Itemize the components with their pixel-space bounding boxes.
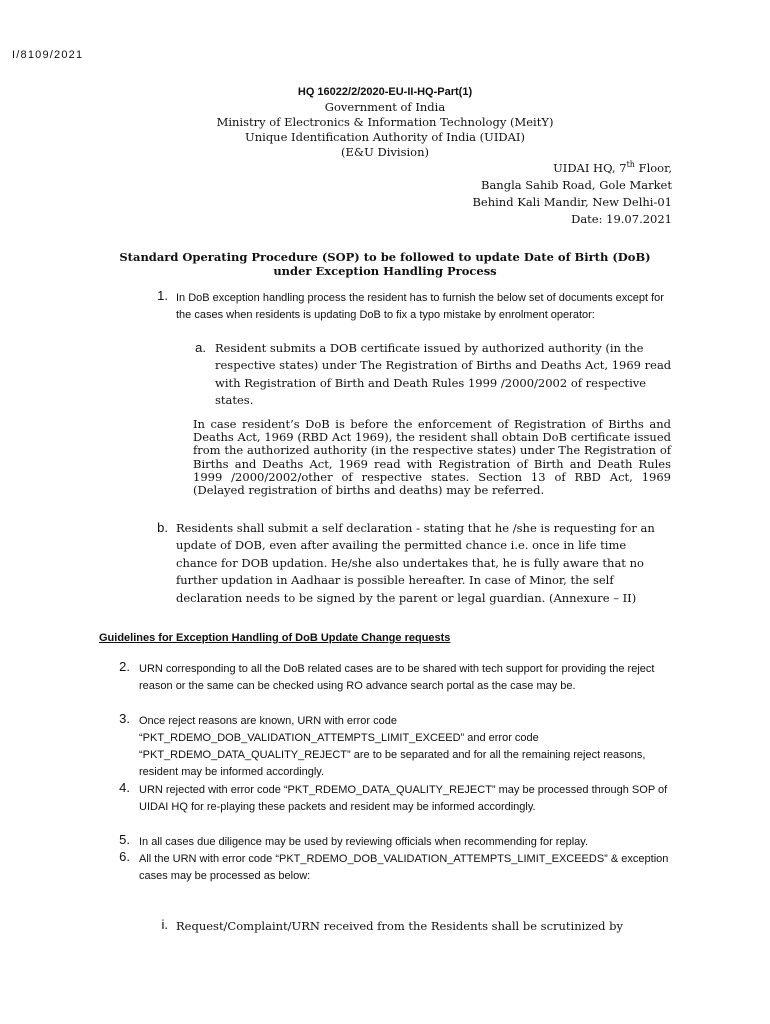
guideline-3-text: Once reject reasons are known, URN with error code “PKT_RDEMO_DOB_VALIDATION_ATTEMPTS_LIMIT_EXCEED” and error code “PKT_RDEMO_DATA_QUALITY_REJECT” are to be separated and for all the remaining reject reasons, resident may be informed accordingly. xyxy=(139,715,646,778)
address-line-1-pre: UIDAI HQ, 7 xyxy=(553,161,627,175)
item-a-text: Resident submits a DOB certificate issued by authorized authority (in the respective states) under The Registration of Births and Deaths Act, 1969 read with Registration of Birth and Death Rules 1999 /2000/2002 of respective states. xyxy=(215,341,672,408)
address-line-1-post: Floor, xyxy=(634,161,672,175)
item-1-number: 1. xyxy=(157,288,168,303)
header-reference-number: HQ 16022/2/2020-EU-II-HQ-Part(1) xyxy=(297,86,473,98)
address-line-1-sup: th xyxy=(626,160,635,170)
guideline-4-text: URN rejected with error code “PKT_RDEMO_DATA_QUALITY_REJECT” may be processed through SOP of UIDAI HQ for re-playing these packets and resident may be informed accordingly. xyxy=(139,784,668,813)
guideline-4-number: 4. xyxy=(119,780,130,795)
header-authority-line: Unique Identification Authority of India (UIDAI) xyxy=(245,130,525,144)
sub-item-i-number: i. xyxy=(161,917,168,932)
guidelines-heading: Guidelines for Exception Handling of DoB Update Change requests xyxy=(99,632,451,644)
address-block xyxy=(472,160,672,228)
address-line-2: Bangla Sahib Road, Gole Market xyxy=(481,178,672,192)
file-reference-number: I/8109/2021 xyxy=(12,49,84,61)
document-date: Date: 19.07.2021 xyxy=(571,212,672,226)
guideline-5-number: 5. xyxy=(119,832,130,847)
address-line-1 xyxy=(472,160,672,177)
guideline-6-number: 6. xyxy=(119,849,130,864)
address-line-3: Behind Kali Mandir, New Delhi-01 xyxy=(472,195,672,209)
guideline-5-text: In all cases due diligence may be used by reviewing officials when recommending for replay. xyxy=(139,836,588,848)
sub-item-i-text: Request/Complaint/URN received from the Residents shall be scrutinized by xyxy=(176,919,624,933)
header-ministry-line: Ministry of Electronics & Information Technology (MeitY) xyxy=(216,115,554,129)
guideline-2-text: URN corresponding to all the DoB related cases are to be shared with tech support for providing the reject reason or the same can be checked using RO advance search portal as the case may be. xyxy=(139,663,655,692)
item-b-text: Residents shall submit a self declaration - stating that he /she is requesting for an update of DOB, even after availing the permitted chance i.e. once in life time chance for DOB updation. He/she also undertakes that, he is fully aware that no further updation in Aadhaar is possible hereafter. In case of Minor, the self declaration needs to be signed by the parent or legal guardian. (Annexure – II) xyxy=(176,521,655,605)
guideline-6-text: All the URN with error code “PKT_RDEMO_DOB_VALIDATION_ATTEMPTS_LIMIT_EXCEEDS” & exception cases may be processed as below: xyxy=(139,853,669,882)
header-government-line: Government of India xyxy=(324,100,446,114)
guideline-2-number: 2. xyxy=(119,659,130,674)
header-division-line: (E&U Division) xyxy=(341,145,429,159)
guideline-3-number: 3. xyxy=(119,711,130,726)
sop-title: Standard Operating Procedure (SOP) to be followed to update Date of Birth (DoB) under Exception Handling Process xyxy=(119,250,651,278)
document-header xyxy=(0,84,770,160)
item-a-letter: a. xyxy=(195,340,206,355)
item-1-text: In DoB exception handling process the resident has to furnish the below set of documents except for the cases when residents is updating DoB to fix a typo mistake by enrolment operator: xyxy=(176,292,664,321)
rbd-act-paragraph: In case resident’s DoB is before the enforcement of Registration of Births and Deaths Act, 1969 (RBD Act 1969), the resident shall obtain DoB certificate issued from the authorized authority (in the respective states) under The Registration of Births and Deaths Act, 1969 read with Registration of Birth and Death Rules 1999 /2000/2002/other of respective states. Section 13 of RBD Act, 1969 (Delayed registration of births and deaths) may be referred. xyxy=(193,417,671,498)
item-b-letter: b. xyxy=(157,520,168,535)
